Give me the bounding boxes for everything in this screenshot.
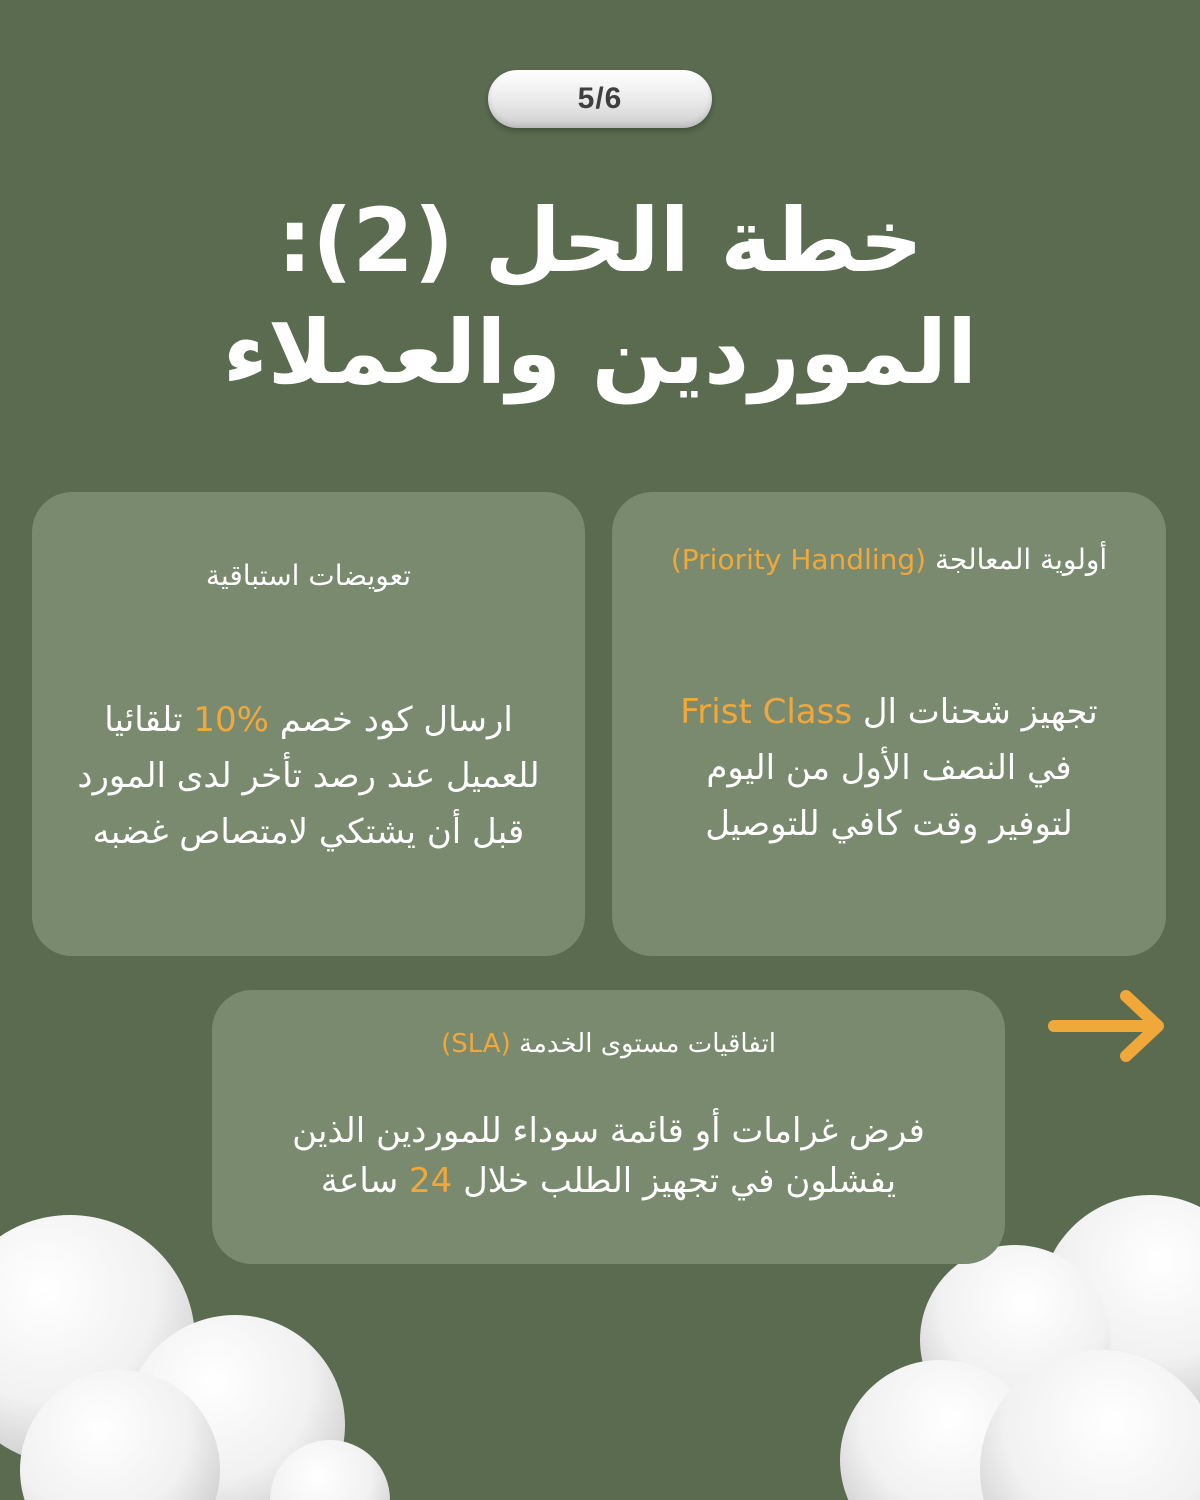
priority-card-highlight: Frist Class xyxy=(680,692,853,732)
sla-card-body-text-after: ساعة xyxy=(320,1161,399,1201)
compensation-card-body-line-2: للعميل عند رصد تأخر لدى المورد xyxy=(77,756,540,796)
sla-card-title-arabic: اتفاقيات مستوى الخدمة xyxy=(519,1029,776,1059)
compensation-card-body xyxy=(62,692,555,860)
sla-card-title xyxy=(252,1022,965,1066)
sla-card-title-english: (SLA) xyxy=(441,1029,511,1059)
priority-card-title xyxy=(652,538,1126,582)
sla-card xyxy=(212,990,1005,1264)
priority-card-body-line-2: في النصف الأول من اليوم xyxy=(706,748,1072,788)
page-indicator xyxy=(488,70,712,128)
sla-card-body-line-1: فرض غرامات أو قائمة سوداء للموردين الذين xyxy=(292,1111,925,1151)
compensation-card-body-text-after: تلقائيا xyxy=(104,700,183,740)
slide-title xyxy=(100,185,1100,409)
proactive-compensation-card xyxy=(32,492,585,956)
priority-card-title-english: (Priority Handling) xyxy=(670,543,927,576)
sla-card-body xyxy=(242,1106,975,1206)
priority-card-body-line-3: لتوفير وقت كافي للتوصيل xyxy=(705,804,1073,844)
sla-card-highlight: 24 xyxy=(409,1161,453,1201)
slide-title-line-2: الموردين والعملاء xyxy=(222,301,978,404)
slide-title-line-1: خطة الحل (2): xyxy=(277,189,923,292)
compensation-card-body-text: ارسال كود خصم xyxy=(279,700,513,740)
priority-handling-card xyxy=(612,492,1166,956)
arrow-right-icon xyxy=(1046,988,1170,1064)
priority-card-body xyxy=(642,684,1136,852)
compensation-card-highlight: 10% xyxy=(193,700,269,740)
page-indicator-label: 5/6 xyxy=(577,82,623,115)
compensation-card-title: تعويضات استباقية xyxy=(205,559,412,592)
compensation-card-body-line-3: قبل أن يشتكي لامتصاص غضبه xyxy=(92,812,525,852)
priority-card-title-arabic: أولوية المعالجة xyxy=(935,543,1108,576)
sla-card-body-text: يفشلون في تجهيز الطلب خلال xyxy=(463,1161,897,1201)
priority-card-body-text: تجهيز شحنات ال xyxy=(862,692,1098,732)
